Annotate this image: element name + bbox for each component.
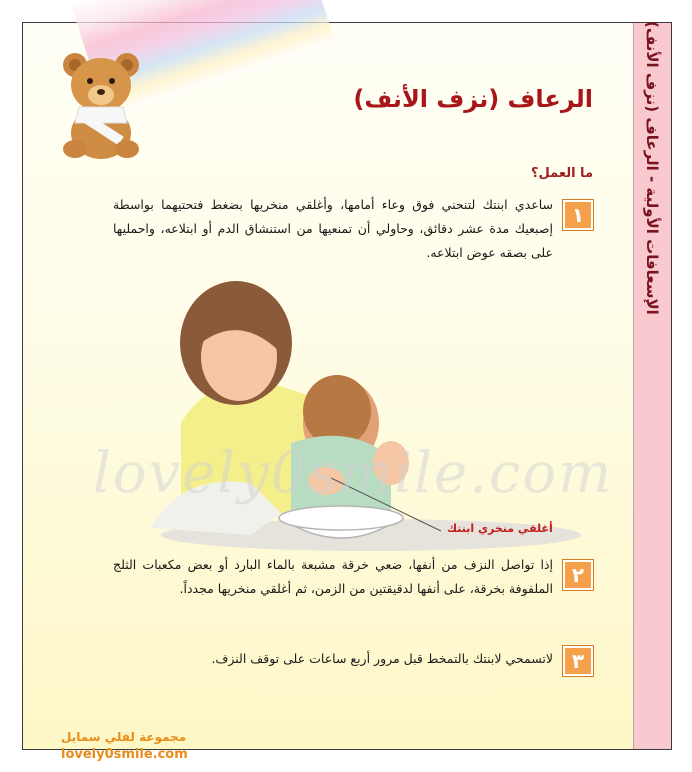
footer-arabic: مجموعة لفلي سمايل (61, 730, 187, 744)
sidebar (633, 23, 671, 749)
step-1-text: ساعدي ابنتك لتنحني فوق وعاء أمامها، وأغلقي منخريها بضغط فتحتيهما بواسطة إصبعيك مدة عشر دقائق، وحاولي أن تمنعيها من استنشاق الدم أو ابتلاعه، واحمليها على بصقه عوض ابتلاعه. (113, 197, 553, 260)
step-2-number: ٢ (563, 560, 593, 590)
page-title: الرعاف (نزف الأنف) (353, 85, 593, 113)
sidebar-label: الإسعافات الأولية - الرعاف (نزف الأنف) (643, 21, 661, 315)
illustration-callout: أغلقي منخري ابنتك (447, 522, 553, 535)
teddy-bear-icon (51, 45, 151, 160)
section-subtitle: ما العمل؟ (531, 166, 593, 181)
nosebleed-illustration (141, 273, 581, 563)
footer-site-link[interactable]: lovely0smile.com (61, 747, 188, 762)
page-frame (22, 21, 672, 762)
step-1-number: ١ (563, 200, 593, 230)
step-3-text: لاتسمحي لابنتك بالتمخط قبل مرور أربع ساعات على توقف النزف. (211, 651, 553, 666)
watermark: lovely0smile.com (92, 441, 614, 506)
step-3-number: ٣ (563, 646, 593, 676)
step-2-text: إذا تواصل النزف من أنفها، ضعي خرقة مشبعة بالماء البارد أو بعض مكعبات الثلج الملفوفة بخرقة، على أنفها لدقيقتين من الزمن، ثم أغلقي منخريها مجدداً. (113, 557, 553, 596)
